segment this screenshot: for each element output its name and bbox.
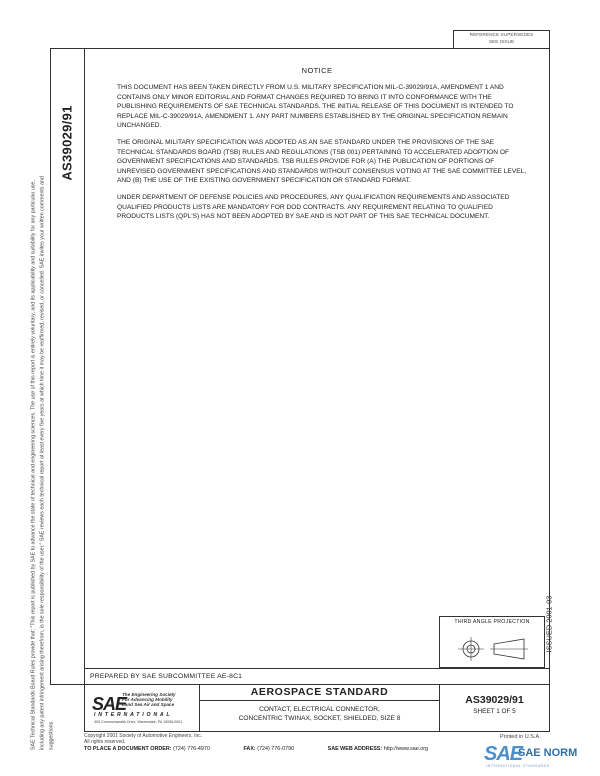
notice-paragraph: UNDER DEPARTMENT OF DEFENSE POLICIES AND PROCEDURES, ANY QUALIFICATION REQUIREMENTS AND ASSOCIATED QUALIFIED PRODUCTS LISTS ARE MANDATORY FOR DOD CONTRACTS. ANY REQUIREMENT RELATING TO QUALIFIED PRODUCTS LISTS (QPL'S) HAS NOT BEEN ADOPTED BY SAE AND IS NOT PART OF THIS SAE TECHNICAL DOCUMENT. [117,193,510,221]
sae-address: 400 Commonwealth Drive, Warrendale, PA 15096-0001 [94,720,183,724]
title-block-right [440,684,549,732]
third-angle-projection-box [439,616,545,668]
brand-subtitle: INTERNATIONAL STANDARDS [486,764,550,768]
document-description [200,705,439,723]
sae-tagline-line: The Engineering Society [122,692,176,697]
description-line: CONCENTRIC TWINAX, SOCKET, SHIELDED, SIZE 8 [238,715,401,723]
sae-international: INTERNATIONAL [94,712,173,718]
order-info [84,746,460,752]
sae-tagline-line: For Advancing Mobility [122,697,173,702]
notice-paragraph: THE ORIGINAL MILITARY SPECIFICATION WAS ADOPTED AS AN SAE STANDARD UNDER THE PROVISIONS OF THE SAE TECHNICAL STANDARDS BOARD (TSB) RULES AND REGULATIONS (TSB 001) PERTAINING TO ACCELERATED ADOPTION OF GOVERNMENT SPECIFICATIONS AND STANDARDS. TSB RULES PROVIDE FOR (A) THE PUBLICATION OF PORTIONS OF UNREVISED GOVERNMENT SPECIFICATIONS AND STANDARDS WITHOUT CONSENSUS VOTING AT THE SAE COMMITTEE LEVEL, AND (B) THE USE OF THE EXISTING GOVERNMENT SPECIFICATION OR STANDARD FORMAT. [117,138,527,185]
rights-line: All rights reserved. [84,739,126,745]
web-address-link[interactable]: http://www.sae.org [383,746,429,752]
title-block [84,684,550,732]
sae-logo [85,684,200,732]
web-label: SAE WEB ADDRESS: [327,746,383,752]
fax-label: FAX: [243,746,256,752]
title-block-middle [200,684,440,732]
notice-paragraph: THIS DOCUMENT HAS BEEN TAKEN DIRECTLY FROM U.S. MILITARY SPECIFICATION MIL-C-39029/91A, AMENDMENT 1 AND CONTAINS ONLY MINOR EDITORIAL AND FORMAT CHANGES REQUIRED TO BRING IT INTO CONFORMANCE WITH THE PUBLISHING REQUIREMENTS OF SAE TECHNICAL STANDARDS. THE INITIAL RELEASE OF THIS DOCUMENT IS INTENDED TO REPLACE MIL-C-39029/91A, AMENDMENT 1. ANY PART NUMBERS ESTABLISHED BY THE ORIGINAL SPECIFICATION REMAIN UNCHANGED. [117,84,514,130]
order-phone: (724) 776-4970 [173,746,210,752]
sae-logo-mark: SAE [92,694,127,714]
side-document-id: AS39029/91 [59,105,75,181]
document-id: AS39029/91 [465,694,524,706]
sae-norm-logo [484,743,594,773]
third-angle-label: THIRD ANGLE PROJECTION [454,619,530,625]
fax-number: (724) 776-0790 [257,746,295,752]
order-label: TO PLACE A DOCUMENT ORDER: [84,746,172,752]
copyright [84,733,202,745]
printed-in: Printed in U.S.A. [500,734,541,740]
brand-norm-text: SAE NORM [518,747,578,759]
prepared-by: PREPARED BY SAE SUBCOMMITTEE AE-8C1 [90,673,243,680]
notice-body [117,83,531,229]
copyright-line: Copyright 2001 Society of Automotive Engineers, Inc. [84,733,203,739]
supersedes-line-2: SEE ISSUE [488,40,515,45]
issued-date: ISSUED 2001-03 [544,595,554,653]
sheet-number: SHEET 1 OF 5 [473,708,516,715]
sae-tagline [122,692,176,707]
sae-tagline-line: Land Sea Air and Space [122,702,175,707]
side-disclaimer: SAE Technical Standards Board Rules provide that: "This report is published by SAE to advance the state of technical and engineering sciences. The use of this report is entirely voluntary, and its applicability and suitability for any particular use, including any patent infringement arising therefrom, is the sole responsibility of the user." SAE reviews each technical report at least every five years at which time it may be reaffirmed, revised, or cancelled. SAE invites your written comments and suggestions. [30,176,55,750]
description-line: CONTACT, ELECTRICAL CONNECTOR, [259,706,380,713]
brand-sae-mark: SAE [484,743,523,765]
projection-symbol-icon [454,633,534,665]
standard-type: AEROSPACE STANDARD [200,684,439,701]
prepared-by-bar [84,668,550,684]
supersedes-line-1: REFERENCE SUPERSEDES [469,33,534,38]
supersedes-box [453,30,550,48]
notice-title: NOTICE [301,66,333,75]
